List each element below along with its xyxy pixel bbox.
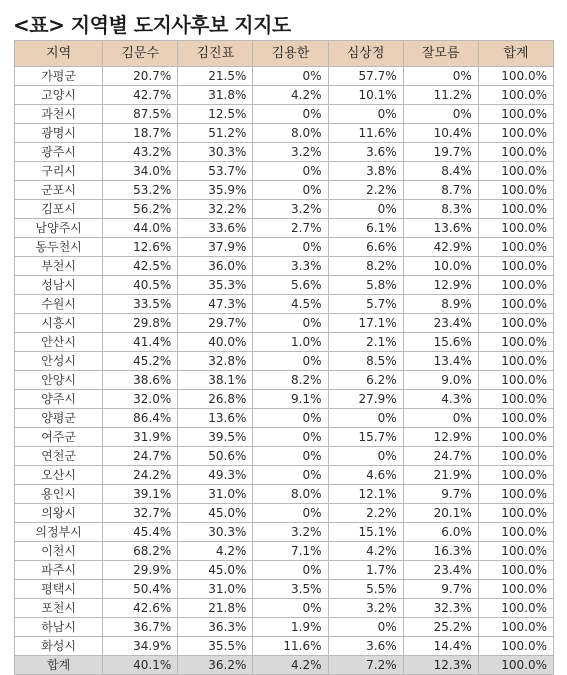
value-cell: 2.7%: [253, 219, 328, 238]
value-cell: 45.4%: [103, 523, 178, 542]
value-cell: 13.6%: [403, 219, 478, 238]
value-cell: 4.2%: [178, 542, 253, 561]
value-cell: 9.0%: [403, 371, 478, 390]
value-cell: 36.3%: [178, 618, 253, 637]
region-cell: 오산시: [15, 466, 103, 485]
value-cell: 31.9%: [103, 428, 178, 447]
value-cell: 45.2%: [103, 352, 178, 371]
value-cell: 53.2%: [103, 181, 178, 200]
value-cell: 4.2%: [253, 86, 328, 105]
region-cell: 평택시: [15, 580, 103, 599]
value-cell: 10.4%: [403, 124, 478, 143]
value-cell: 3.5%: [253, 580, 328, 599]
value-cell: 68.2%: [103, 542, 178, 561]
value-cell: 3.8%: [328, 162, 403, 181]
value-cell: 5.7%: [328, 295, 403, 314]
value-cell: 2.2%: [328, 504, 403, 523]
table-row: [15, 561, 554, 580]
region-cell: 동두천시: [15, 238, 103, 257]
table-row: [15, 466, 554, 485]
value-cell: 8.5%: [328, 352, 403, 371]
value-cell: 32.2%: [178, 200, 253, 219]
value-cell: 0%: [253, 409, 328, 428]
value-cell: 29.7%: [178, 314, 253, 333]
value-cell: 40.1%: [103, 656, 178, 675]
value-cell: 35.9%: [178, 181, 253, 200]
region-cell: 의정부시: [15, 523, 103, 542]
value-cell: 21.8%: [178, 599, 253, 618]
region-cell: 포천시: [15, 599, 103, 618]
value-cell: 10.1%: [328, 86, 403, 105]
table-row: [15, 219, 554, 238]
value-cell: 100.0%: [478, 105, 553, 124]
value-cell: 6.0%: [403, 523, 478, 542]
table-row: [15, 105, 554, 124]
value-cell: 0%: [403, 409, 478, 428]
value-cell: 8.7%: [403, 181, 478, 200]
value-cell: 7.2%: [328, 656, 403, 675]
table-row: [15, 238, 554, 257]
value-cell: 100.0%: [478, 352, 553, 371]
value-cell: 4.2%: [328, 542, 403, 561]
table-row: [15, 409, 554, 428]
region-cell: 파주시: [15, 561, 103, 580]
value-cell: 38.1%: [178, 371, 253, 390]
table-row: [15, 618, 554, 637]
value-cell: 24.7%: [403, 447, 478, 466]
value-cell: 86.4%: [103, 409, 178, 428]
value-cell: 42.9%: [403, 238, 478, 257]
value-cell: 51.2%: [178, 124, 253, 143]
value-cell: 14.4%: [403, 637, 478, 656]
value-cell: 0%: [328, 200, 403, 219]
table-row: [15, 276, 554, 295]
table-row: [15, 485, 554, 504]
value-cell: 49.3%: [178, 466, 253, 485]
value-cell: 100.0%: [478, 485, 553, 504]
value-cell: 1.9%: [253, 618, 328, 637]
value-cell: 4.3%: [403, 390, 478, 409]
value-cell: 31.8%: [178, 86, 253, 105]
header-dont-know: 잘모름: [403, 41, 478, 67]
value-cell: 0%: [253, 447, 328, 466]
value-cell: 100.0%: [478, 618, 553, 637]
value-cell: 39.5%: [178, 428, 253, 447]
value-cell: 0%: [403, 105, 478, 124]
value-cell: 100.0%: [478, 162, 553, 181]
value-cell: 3.2%: [328, 599, 403, 618]
value-cell: 0%: [253, 466, 328, 485]
document-title: <표> 지역별 도지사후보 지지도: [13, 13, 291, 37]
value-cell: 6.1%: [328, 219, 403, 238]
value-cell: 40.0%: [178, 333, 253, 352]
value-cell: 1.0%: [253, 333, 328, 352]
value-cell: 5.5%: [328, 580, 403, 599]
value-cell: 41.4%: [103, 333, 178, 352]
value-cell: 29.9%: [103, 561, 178, 580]
value-cell: 100.0%: [478, 466, 553, 485]
value-cell: 23.4%: [403, 314, 478, 333]
table-row: [15, 124, 554, 143]
value-cell: 42.6%: [103, 599, 178, 618]
value-cell: 0%: [253, 105, 328, 124]
value-cell: 19.7%: [403, 143, 478, 162]
table-row: [15, 295, 554, 314]
table-row: [15, 181, 554, 200]
region-cell: 시흥시: [15, 314, 103, 333]
value-cell: 38.6%: [103, 371, 178, 390]
value-cell: 6.2%: [328, 371, 403, 390]
table-row: [15, 504, 554, 523]
value-cell: 30.3%: [178, 523, 253, 542]
value-cell: 13.4%: [403, 352, 478, 371]
value-cell: 17.1%: [328, 314, 403, 333]
value-cell: 10.0%: [403, 257, 478, 276]
value-cell: 8.0%: [253, 485, 328, 504]
value-cell: 0%: [253, 504, 328, 523]
value-cell: 35.3%: [178, 276, 253, 295]
value-cell: 100.0%: [478, 314, 553, 333]
value-cell: 27.9%: [328, 390, 403, 409]
table-row: [15, 200, 554, 219]
value-cell: 33.6%: [178, 219, 253, 238]
region-cell: 안성시: [15, 352, 103, 371]
value-cell: 100.0%: [478, 276, 553, 295]
table-row: [15, 257, 554, 276]
value-cell: 87.5%: [103, 105, 178, 124]
value-cell: 39.1%: [103, 485, 178, 504]
value-cell: 0%: [328, 105, 403, 124]
support-rate-table: [14, 40, 554, 675]
value-cell: 9.1%: [253, 390, 328, 409]
value-cell: 0%: [253, 181, 328, 200]
value-cell: 100.0%: [478, 599, 553, 618]
value-cell: 9.7%: [403, 580, 478, 599]
table-row: [15, 352, 554, 371]
value-cell: 15.1%: [328, 523, 403, 542]
region-cell: 군포시: [15, 181, 103, 200]
header-kim-moonsoo: 김문수: [103, 41, 178, 67]
region-cell: 남양주시: [15, 219, 103, 238]
value-cell: 8.3%: [403, 200, 478, 219]
value-cell: 44.0%: [103, 219, 178, 238]
value-cell: 6.6%: [328, 238, 403, 257]
table-row: [15, 447, 554, 466]
region-cell: 의왕시: [15, 504, 103, 523]
table-row: [15, 542, 554, 561]
value-cell: 100.0%: [478, 447, 553, 466]
value-cell: 8.9%: [403, 295, 478, 314]
table-row: [15, 86, 554, 105]
value-cell: 100.0%: [478, 580, 553, 599]
region-cell: 김포시: [15, 200, 103, 219]
value-cell: 47.3%: [178, 295, 253, 314]
value-cell: 3.2%: [253, 523, 328, 542]
value-cell: 100.0%: [478, 200, 553, 219]
value-cell: 33.5%: [103, 295, 178, 314]
region-cell: 합계: [15, 656, 103, 675]
value-cell: 56.2%: [103, 200, 178, 219]
value-cell: 100.0%: [478, 181, 553, 200]
value-cell: 100.0%: [478, 656, 553, 675]
value-cell: 100.0%: [478, 390, 553, 409]
value-cell: 36.2%: [178, 656, 253, 675]
value-cell: 12.9%: [403, 276, 478, 295]
region-cell: 부천시: [15, 257, 103, 276]
value-cell: 100.0%: [478, 67, 553, 86]
header-sim-sangjeong: 심상정: [328, 41, 403, 67]
table-body: [15, 67, 554, 675]
region-cell: 용인시: [15, 485, 103, 504]
value-cell: 36.7%: [103, 618, 178, 637]
value-cell: 0%: [253, 428, 328, 447]
value-cell: 29.8%: [103, 314, 178, 333]
value-cell: 0%: [328, 409, 403, 428]
table-row: [15, 637, 554, 656]
region-cell: 광명시: [15, 124, 103, 143]
value-cell: 100.0%: [478, 295, 553, 314]
value-cell: 100.0%: [478, 257, 553, 276]
value-cell: 50.4%: [103, 580, 178, 599]
value-cell: 7.1%: [253, 542, 328, 561]
header-kim-jinpyo: 김진표: [178, 41, 253, 67]
value-cell: 0%: [253, 599, 328, 618]
value-cell: 2.1%: [328, 333, 403, 352]
region-cell: 수원시: [15, 295, 103, 314]
value-cell: 43.2%: [103, 143, 178, 162]
region-cell: 연천군: [15, 447, 103, 466]
value-cell: 32.8%: [178, 352, 253, 371]
value-cell: 4.2%: [253, 656, 328, 675]
value-cell: 8.2%: [328, 257, 403, 276]
value-cell: 0%: [253, 352, 328, 371]
value-cell: 100.0%: [478, 124, 553, 143]
value-cell: 34.0%: [103, 162, 178, 181]
value-cell: 16.3%: [403, 542, 478, 561]
region-cell: 가평군: [15, 67, 103, 86]
value-cell: 13.6%: [178, 409, 253, 428]
value-cell: 42.5%: [103, 257, 178, 276]
value-cell: 32.0%: [103, 390, 178, 409]
value-cell: 3.3%: [253, 257, 328, 276]
value-cell: 18.7%: [103, 124, 178, 143]
value-cell: 0%: [403, 67, 478, 86]
table-row: [15, 143, 554, 162]
value-cell: 50.6%: [178, 447, 253, 466]
value-cell: 4.5%: [253, 295, 328, 314]
table-row: [15, 333, 554, 352]
value-cell: 0%: [253, 314, 328, 333]
region-cell: 구리시: [15, 162, 103, 181]
value-cell: 42.7%: [103, 86, 178, 105]
table-row: [15, 314, 554, 333]
region-cell: 양평군: [15, 409, 103, 428]
table-row: [15, 523, 554, 542]
value-cell: 9.7%: [403, 485, 478, 504]
value-cell: 31.0%: [178, 485, 253, 504]
value-cell: 100.0%: [478, 333, 553, 352]
value-cell: 21.5%: [178, 67, 253, 86]
table-row: [15, 162, 554, 181]
value-cell: 100.0%: [478, 409, 553, 428]
value-cell: 100.0%: [478, 542, 553, 561]
value-cell: 12.6%: [103, 238, 178, 257]
value-cell: 100.0%: [478, 428, 553, 447]
value-cell: 100.0%: [478, 86, 553, 105]
total-row: [15, 656, 554, 675]
region-cell: 여주군: [15, 428, 103, 447]
value-cell: 5.8%: [328, 276, 403, 295]
value-cell: 15.7%: [328, 428, 403, 447]
value-cell: 3.2%: [253, 200, 328, 219]
value-cell: 15.6%: [403, 333, 478, 352]
header-region: 지역: [15, 41, 103, 67]
value-cell: 23.4%: [403, 561, 478, 580]
value-cell: 30.3%: [178, 143, 253, 162]
value-cell: 40.5%: [103, 276, 178, 295]
value-cell: 12.1%: [328, 485, 403, 504]
value-cell: 32.7%: [103, 504, 178, 523]
value-cell: 34.9%: [103, 637, 178, 656]
value-cell: 11.6%: [253, 637, 328, 656]
region-cell: 안양시: [15, 371, 103, 390]
value-cell: 24.2%: [103, 466, 178, 485]
value-cell: 11.2%: [403, 86, 478, 105]
region-cell: 하남시: [15, 618, 103, 637]
value-cell: 21.9%: [403, 466, 478, 485]
value-cell: 3.2%: [253, 143, 328, 162]
header-total: 합계: [478, 41, 553, 67]
region-cell: 양주시: [15, 390, 103, 409]
value-cell: 32.3%: [403, 599, 478, 618]
region-cell: 고양시: [15, 86, 103, 105]
region-cell: 안산시: [15, 333, 103, 352]
value-cell: 4.6%: [328, 466, 403, 485]
value-cell: 100.0%: [478, 371, 553, 390]
value-cell: 11.6%: [328, 124, 403, 143]
value-cell: 100.0%: [478, 238, 553, 257]
value-cell: 36.0%: [178, 257, 253, 276]
value-cell: 12.5%: [178, 105, 253, 124]
region-cell: 과천시: [15, 105, 103, 124]
value-cell: 0%: [253, 162, 328, 181]
value-cell: 3.6%: [328, 637, 403, 656]
table-row: [15, 67, 554, 86]
value-cell: 2.2%: [328, 181, 403, 200]
header-kim-yonghan: 김용한: [253, 41, 328, 67]
value-cell: 20.1%: [403, 504, 478, 523]
value-cell: 3.6%: [328, 143, 403, 162]
value-cell: 12.3%: [403, 656, 478, 675]
value-cell: 20.7%: [103, 67, 178, 86]
table-header-row: [15, 41, 554, 67]
region-cell: 화성시: [15, 637, 103, 656]
value-cell: 100.0%: [478, 504, 553, 523]
value-cell: 100.0%: [478, 561, 553, 580]
value-cell: 0%: [328, 618, 403, 637]
value-cell: 31.0%: [178, 580, 253, 599]
value-cell: 45.0%: [178, 504, 253, 523]
value-cell: 24.7%: [103, 447, 178, 466]
value-cell: 53.7%: [178, 162, 253, 181]
value-cell: 0%: [253, 561, 328, 580]
region-cell: 이천시: [15, 542, 103, 561]
value-cell: 25.2%: [403, 618, 478, 637]
value-cell: 12.9%: [403, 428, 478, 447]
value-cell: 100.0%: [478, 523, 553, 542]
table-row: [15, 390, 554, 409]
table-row: [15, 580, 554, 599]
value-cell: 5.6%: [253, 276, 328, 295]
region-cell: 성남시: [15, 276, 103, 295]
value-cell: 0%: [328, 447, 403, 466]
value-cell: 57.7%: [328, 67, 403, 86]
value-cell: 1.7%: [328, 561, 403, 580]
value-cell: 26.8%: [178, 390, 253, 409]
value-cell: 35.5%: [178, 637, 253, 656]
value-cell: 37.9%: [178, 238, 253, 257]
value-cell: 8.4%: [403, 162, 478, 181]
value-cell: 45.0%: [178, 561, 253, 580]
value-cell: 100.0%: [478, 143, 553, 162]
value-cell: 8.2%: [253, 371, 328, 390]
table-row: [15, 371, 554, 390]
region-cell: 광주시: [15, 143, 103, 162]
value-cell: 8.0%: [253, 124, 328, 143]
value-cell: 0%: [253, 238, 328, 257]
value-cell: 0%: [253, 67, 328, 86]
table-row: [15, 599, 554, 618]
value-cell: 100.0%: [478, 637, 553, 656]
table-row: [15, 428, 554, 447]
value-cell: 100.0%: [478, 219, 553, 238]
